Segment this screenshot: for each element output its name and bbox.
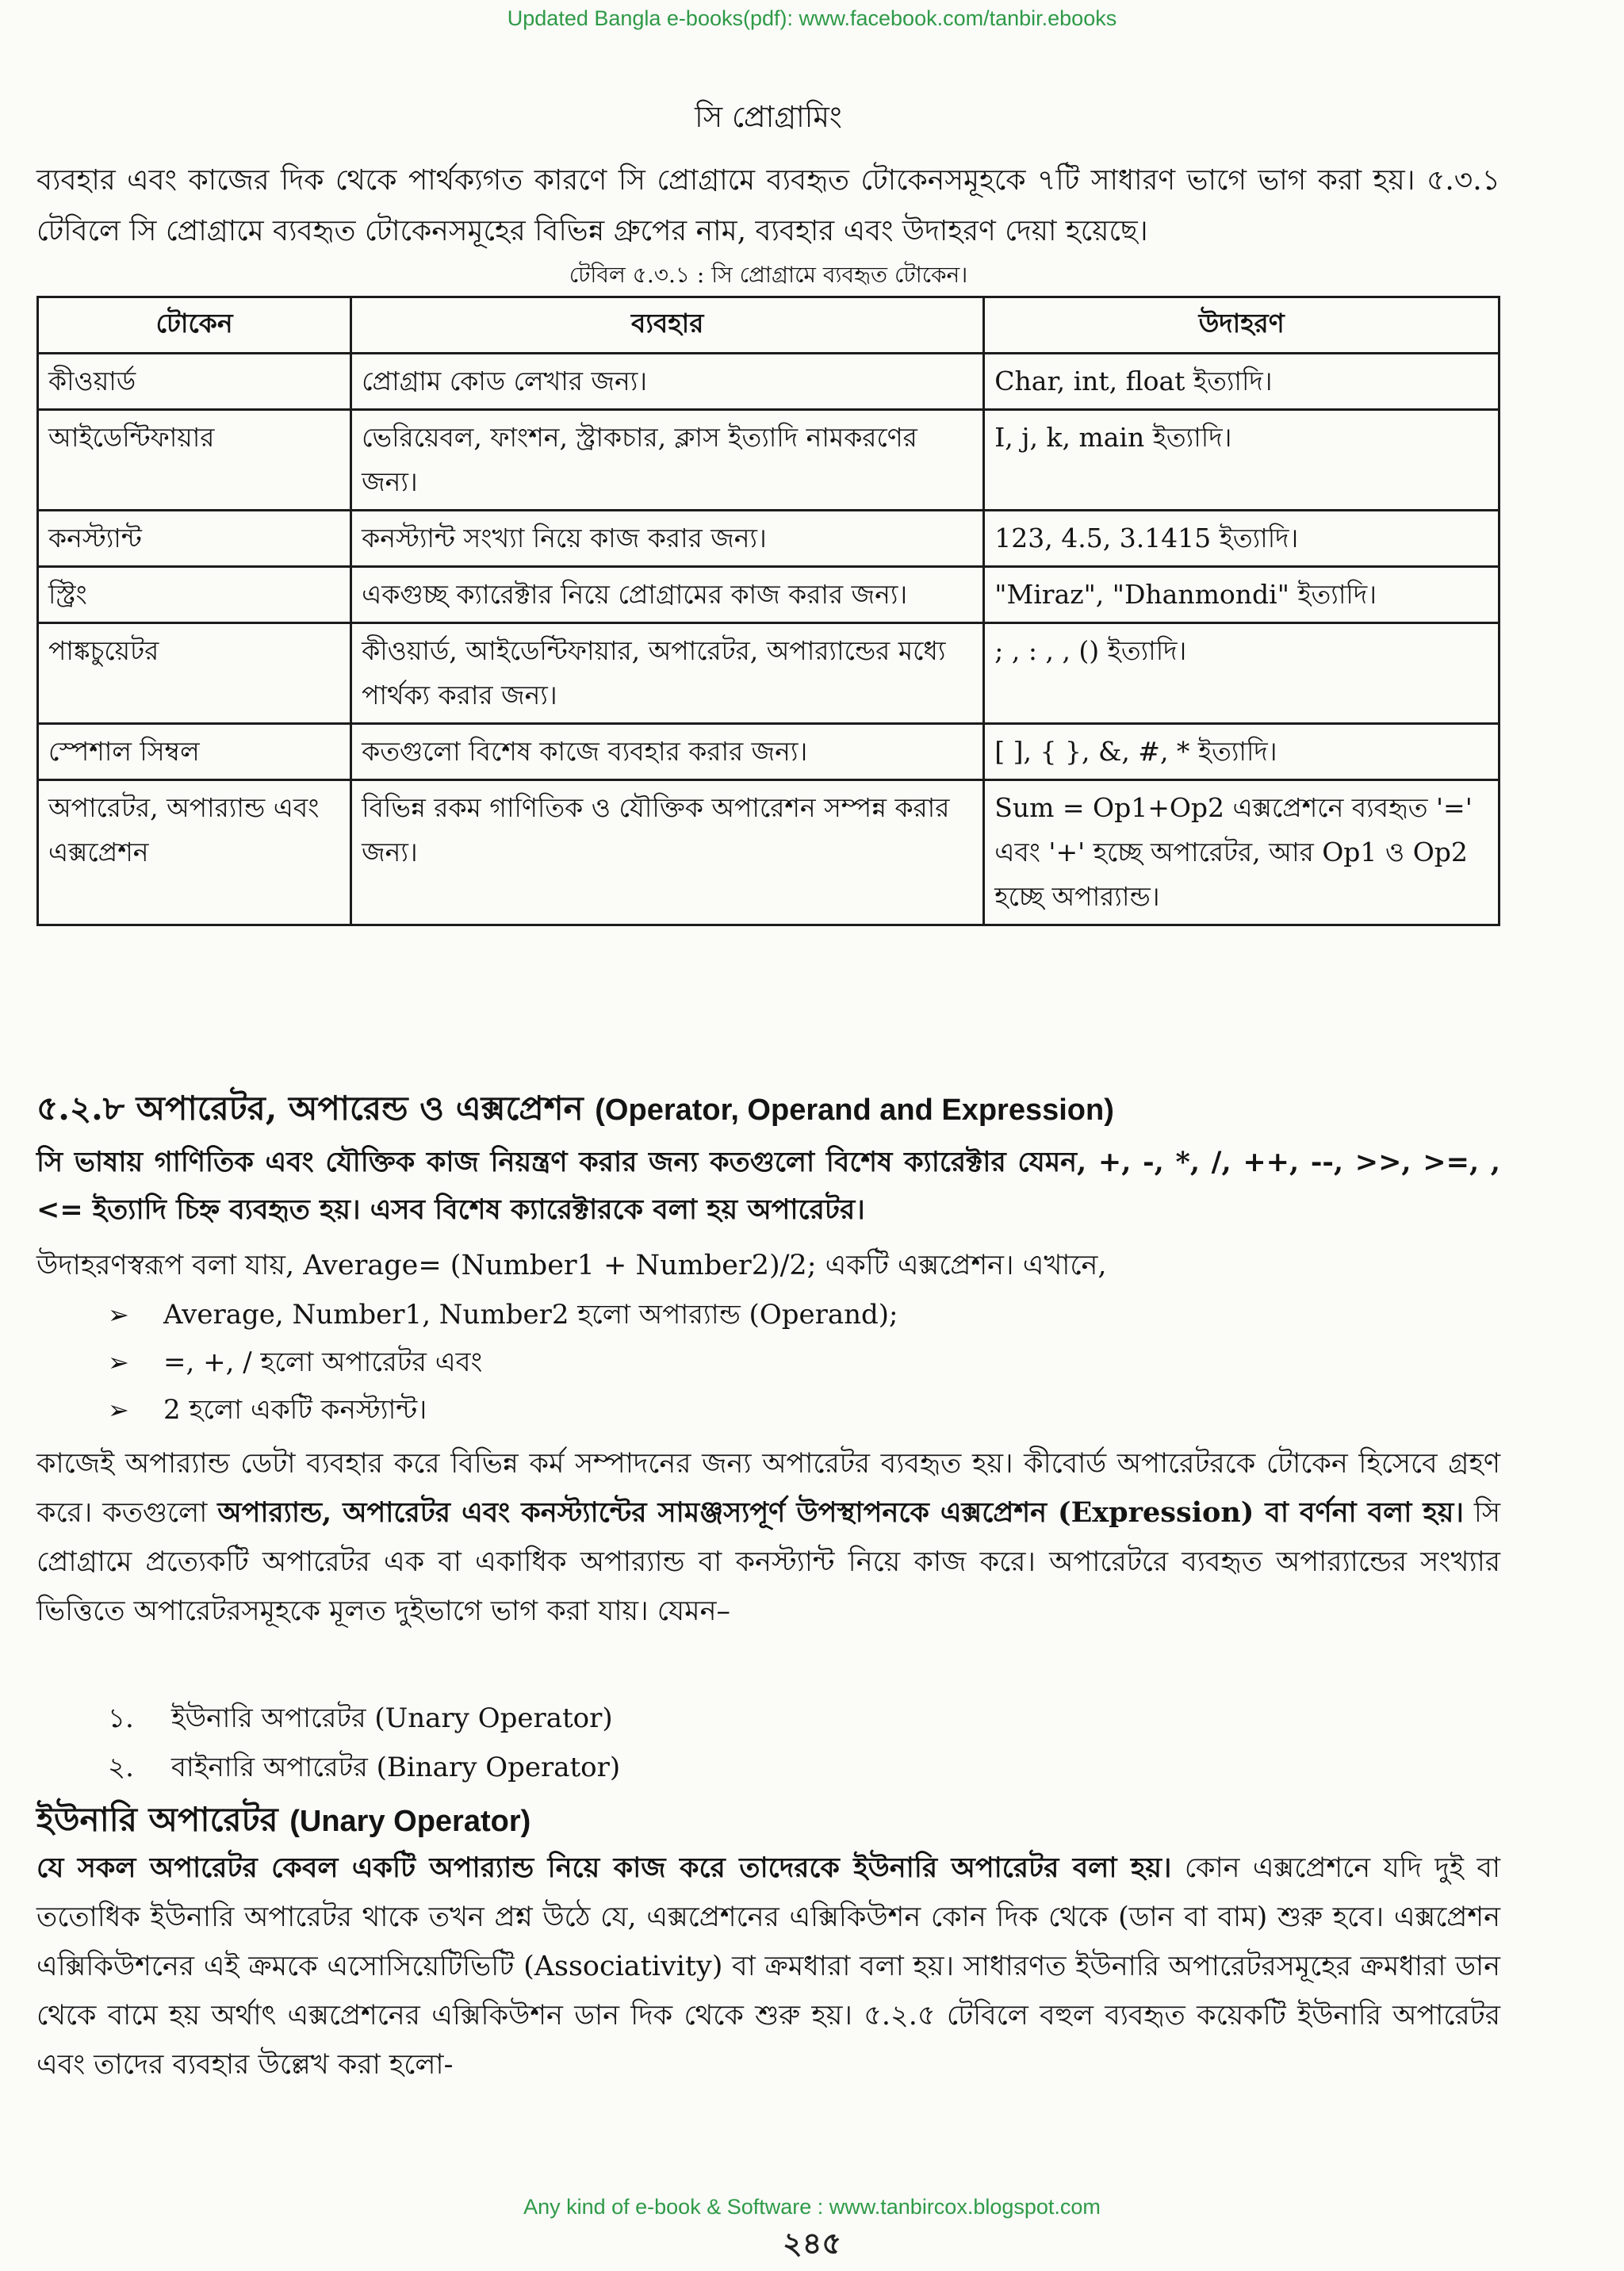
cell-token: কীওয়ার্ড [38,354,351,410]
cell-example: Char, int, float ইত্যাদি। [984,354,1500,410]
operator-type-list [108,1694,620,1792]
table-row [38,724,1500,780]
list-item [108,1743,620,1792]
cell-example: ; , : , , () ইত্যাদি। [984,623,1500,724]
unary-heading-en: (Unary Operator) [289,1805,531,1838]
unary-heading [36,1794,530,1850]
cell-usage: কনস্ট্যান্ট সংখ্যা নিয়ে কাজ করার জন্য। [351,511,984,567]
cell-usage: প্রোগ্রাম কোড লেখার জন্য। [351,354,984,410]
list-item [108,1291,898,1338]
cell-example: I, j, k, main ইত্যাদি। [984,410,1500,511]
cell-example: "Miraz", "Dhanmondi" ইত্যাদি। [984,567,1500,623]
table-header-row [38,297,1500,354]
cell-usage: একগুচ্ছ ক্যারেক্টার নিয়ে প্রোগ্রামের কাজ করার জন্য। [351,567,984,623]
header-usage: ব্যবহার [351,297,984,354]
example-paragraph: উদাহরণস্বরূপ বলা যায়, Average= (Number1 + Number2)/2; একটি এক্সপ্রেশন। এখানে, [36,1250,1107,1281]
section-heading-en: (Operator, Operand and Expression) [595,1093,1114,1127]
cell-usage: কতগুলো বিশেষ কাজে ব্যবহার করার জন্য। [351,724,984,780]
list-item [108,1338,898,1386]
list-item-text: 2 হলো একটি কনস্ট্যান্ট। [163,1394,427,1426]
cell-usage: ভেরিয়েবল, ফাংশন, স্ট্রাকচার, ক্লাস ইত্যাদি নামকরণের জন্য। [351,410,984,511]
watermark-bottom: Any kind of e-book & Software : www.tanbircox.blogspot.com [523,2195,1101,2219]
table-row [38,780,1500,925]
cell-token: পাঙ্কচুয়েটর [38,623,351,724]
cell-token: কনস্ট্যান্ট [38,511,351,567]
operator-intro-paragraph: সি ভাষায় গাণিতিক এবং যৌক্তিক কাজ নিয়ন্ত্রণ করার জন্য কতগুলো বিশেষ ক্যারেক্টার যেমন, +, -, *, /, ++, --, >>, >=, ,<= ইত্যাদি চিহ্ন ব্যবহৃত হয়। এসব বিশেষ ক্যারেক্টারকে বলা হয় অপারেটর। [36,1146,1500,1226]
expression-text-c: সি প্রোগ্রামে প্রত্যেকটি অপারেটর এক বা একাধিক অপার‍্যান্ড বা কনস্ট্যান্ট নিয়ে কাজ করে। অপারেটরে ব্যবহৃত অপার‍্যান্ডের সংখ্যার ভিত্তিতে অপারেটরসমূহকে মূলত দুইভাগে ভাগ করা যায়। যেমন– [36,1497,1500,1627]
watermark-top: Updated Bangla e-books(pdf): www.facebook.com/tanbir.ebooks [507,6,1117,30]
list-item [108,1694,620,1743]
table-row [38,567,1500,623]
list-item-text: Average, Number1, Number2 হলো অপার‍্যান্ড (Operand); [163,1299,898,1331]
arrow-bullet-icon: ➢ [108,1395,129,1425]
unary-text: কোন এক্সপ্রেশনে যদি দুই বা ততোধিক ইউনারি অপারেটর থাকে তখন প্রশ্ন উঠে যে, এক্সপ্রেশনের এক্সিকিউশন কোন দিক থেকে (ডান বা বাম) শুরু হবে। এক্সপ্রেশন এক্সিকিউশনের এই ক্রমকে এসোসিয়েটিভিটি (Associativity) বা ক্রমধারা বলা হয়। সাধারণত ইউনারি অপারেটরসমূহের ক্রমধারা ডান থেকে বামে হয় অর্থাৎ এক্সপ্রেশনের এক্সিকিউশন ডান দিক থেকে শুরু হয়। ৫.২.৫ টেবিলে বহুল ব্যবহৃত কয়েকটি ইউনারি অপারেটর এবং তাদের ব্যবহার উল্লেখ করা হলো- [36,1852,1500,2081]
list-item-text: ইউনারি অপারেটর (Unary Operator) [171,1702,613,1734]
expression-definition: অপার‍্যান্ড, অপারেটর এবং কনস্ট্যান্টের সামঞ্জস্যপূর্ণ উপস্থাপনকে এক্সপ্রেশন (Expression) বা বর্ণনা বলা হয়। [217,1496,1464,1529]
cell-token: অপারেটর, অপার‍্যান্ড এবং এক্সপ্রেশন [38,780,351,925]
unary-paragraph [36,1844,1500,2089]
list-item [108,1386,898,1434]
page-number: ২৪৫ [782,2225,842,2261]
cell-usage: কীওয়ার্ড, আইডেন্টিফায়ার, অপারেটর, অপার‍্যান্ডের মধ্যে পার্থক্য করার জন্য। [351,623,984,724]
expression-paragraph [36,1439,1500,1636]
cell-example: 123, 4.5, 3.1415 ইত্যাদি। [984,511,1500,567]
expression-text-a: কাজেই অপার‍্যান্ড ডেটা ব্যবহার করে বিভিন্ন কর্ম সম্পাদনের জন্য অপারেটর ব্যবহৃত হয়। কীবোর্ড অপারেটরকে টোকেন হিসেবে গ্রহণ করে। কতগুলো [36,1448,1500,1529]
unary-heading-bn: ইউনারি অপারেটর [36,1800,278,1839]
operand-bullet-list [108,1291,898,1434]
arrow-bullet-icon: ➢ [108,1347,129,1377]
list-item-text: =, +, / হলো অপারেটর এবং [163,1346,483,1378]
list-item-text: বাইনারি অপারেটর (Binary Operator) [171,1752,621,1783]
cell-token: স্পেশাল সিম্বল [38,724,351,780]
intro-paragraph: ব্যবহার এবং কাজের দিক থেকে পার্থক্যগত কারণে সি প্রোগ্রামে ব্যবহৃত টোকেনসমূহকে ৭টি সাধারণ ভাগে ভাগ করা হয়। ৫.৩.১ টেবিলে সি প্রোগ্রামে ব্যবহৃত টোকেনসমূহের বিভিন্ন গ্রুপের নাম, ব্যবহার এবং উদাহরণ দেয়া হয়েছে। [36,164,1500,247]
cell-usage: বিভিন্ন রকম গাণিতিক ও যৌক্তিক অপারেশন সম্পন্ন করার জন্য। [351,780,984,925]
running-title: সি প্রোগ্রামিং [695,100,842,134]
table-row [38,511,1500,567]
cell-example: [ ], { }, &, #, * ইত্যাদি। [984,724,1500,780]
list-number: ২. [108,1752,134,1783]
list-number: ১. [108,1702,134,1734]
cell-token: স্ট্রিং [38,567,351,623]
header-token: টোকেন [38,297,351,354]
table-row [38,410,1500,511]
section-heading [36,1082,1114,1139]
header-example: উদাহরণ [984,297,1500,354]
cell-example: Sum = Op1+Op2 এক্সপ্রেশনে ব্যবহৃত '=' এবং '+' হচ্ছে অপারেটর, আর Op1 ও Op2 হচ্ছে অপার‍্যান্ড। [984,780,1500,925]
cell-token: আইডেন্টিফায়ার [38,410,351,511]
table-row [38,623,1500,724]
arrow-bullet-icon: ➢ [108,1300,129,1330]
section-heading-bn: ৫.২.৮ অপারেটর, অপারেন্ড ও এক্সপ্রেশন [36,1089,584,1128]
unary-definition: যে সকল অপারেটর কেবল একটি অপার‍্যান্ড নিয়ে কাজ করে তাদেরকে ইউনারি অপারেটর বলা হয়। [36,1852,1172,1884]
token-table [36,296,1500,926]
table-caption: টেবিল ৫.৩.১ : সি প্রোগ্রামে ব্যবহৃত টোকেন। [569,262,968,288]
table-row [38,354,1500,410]
